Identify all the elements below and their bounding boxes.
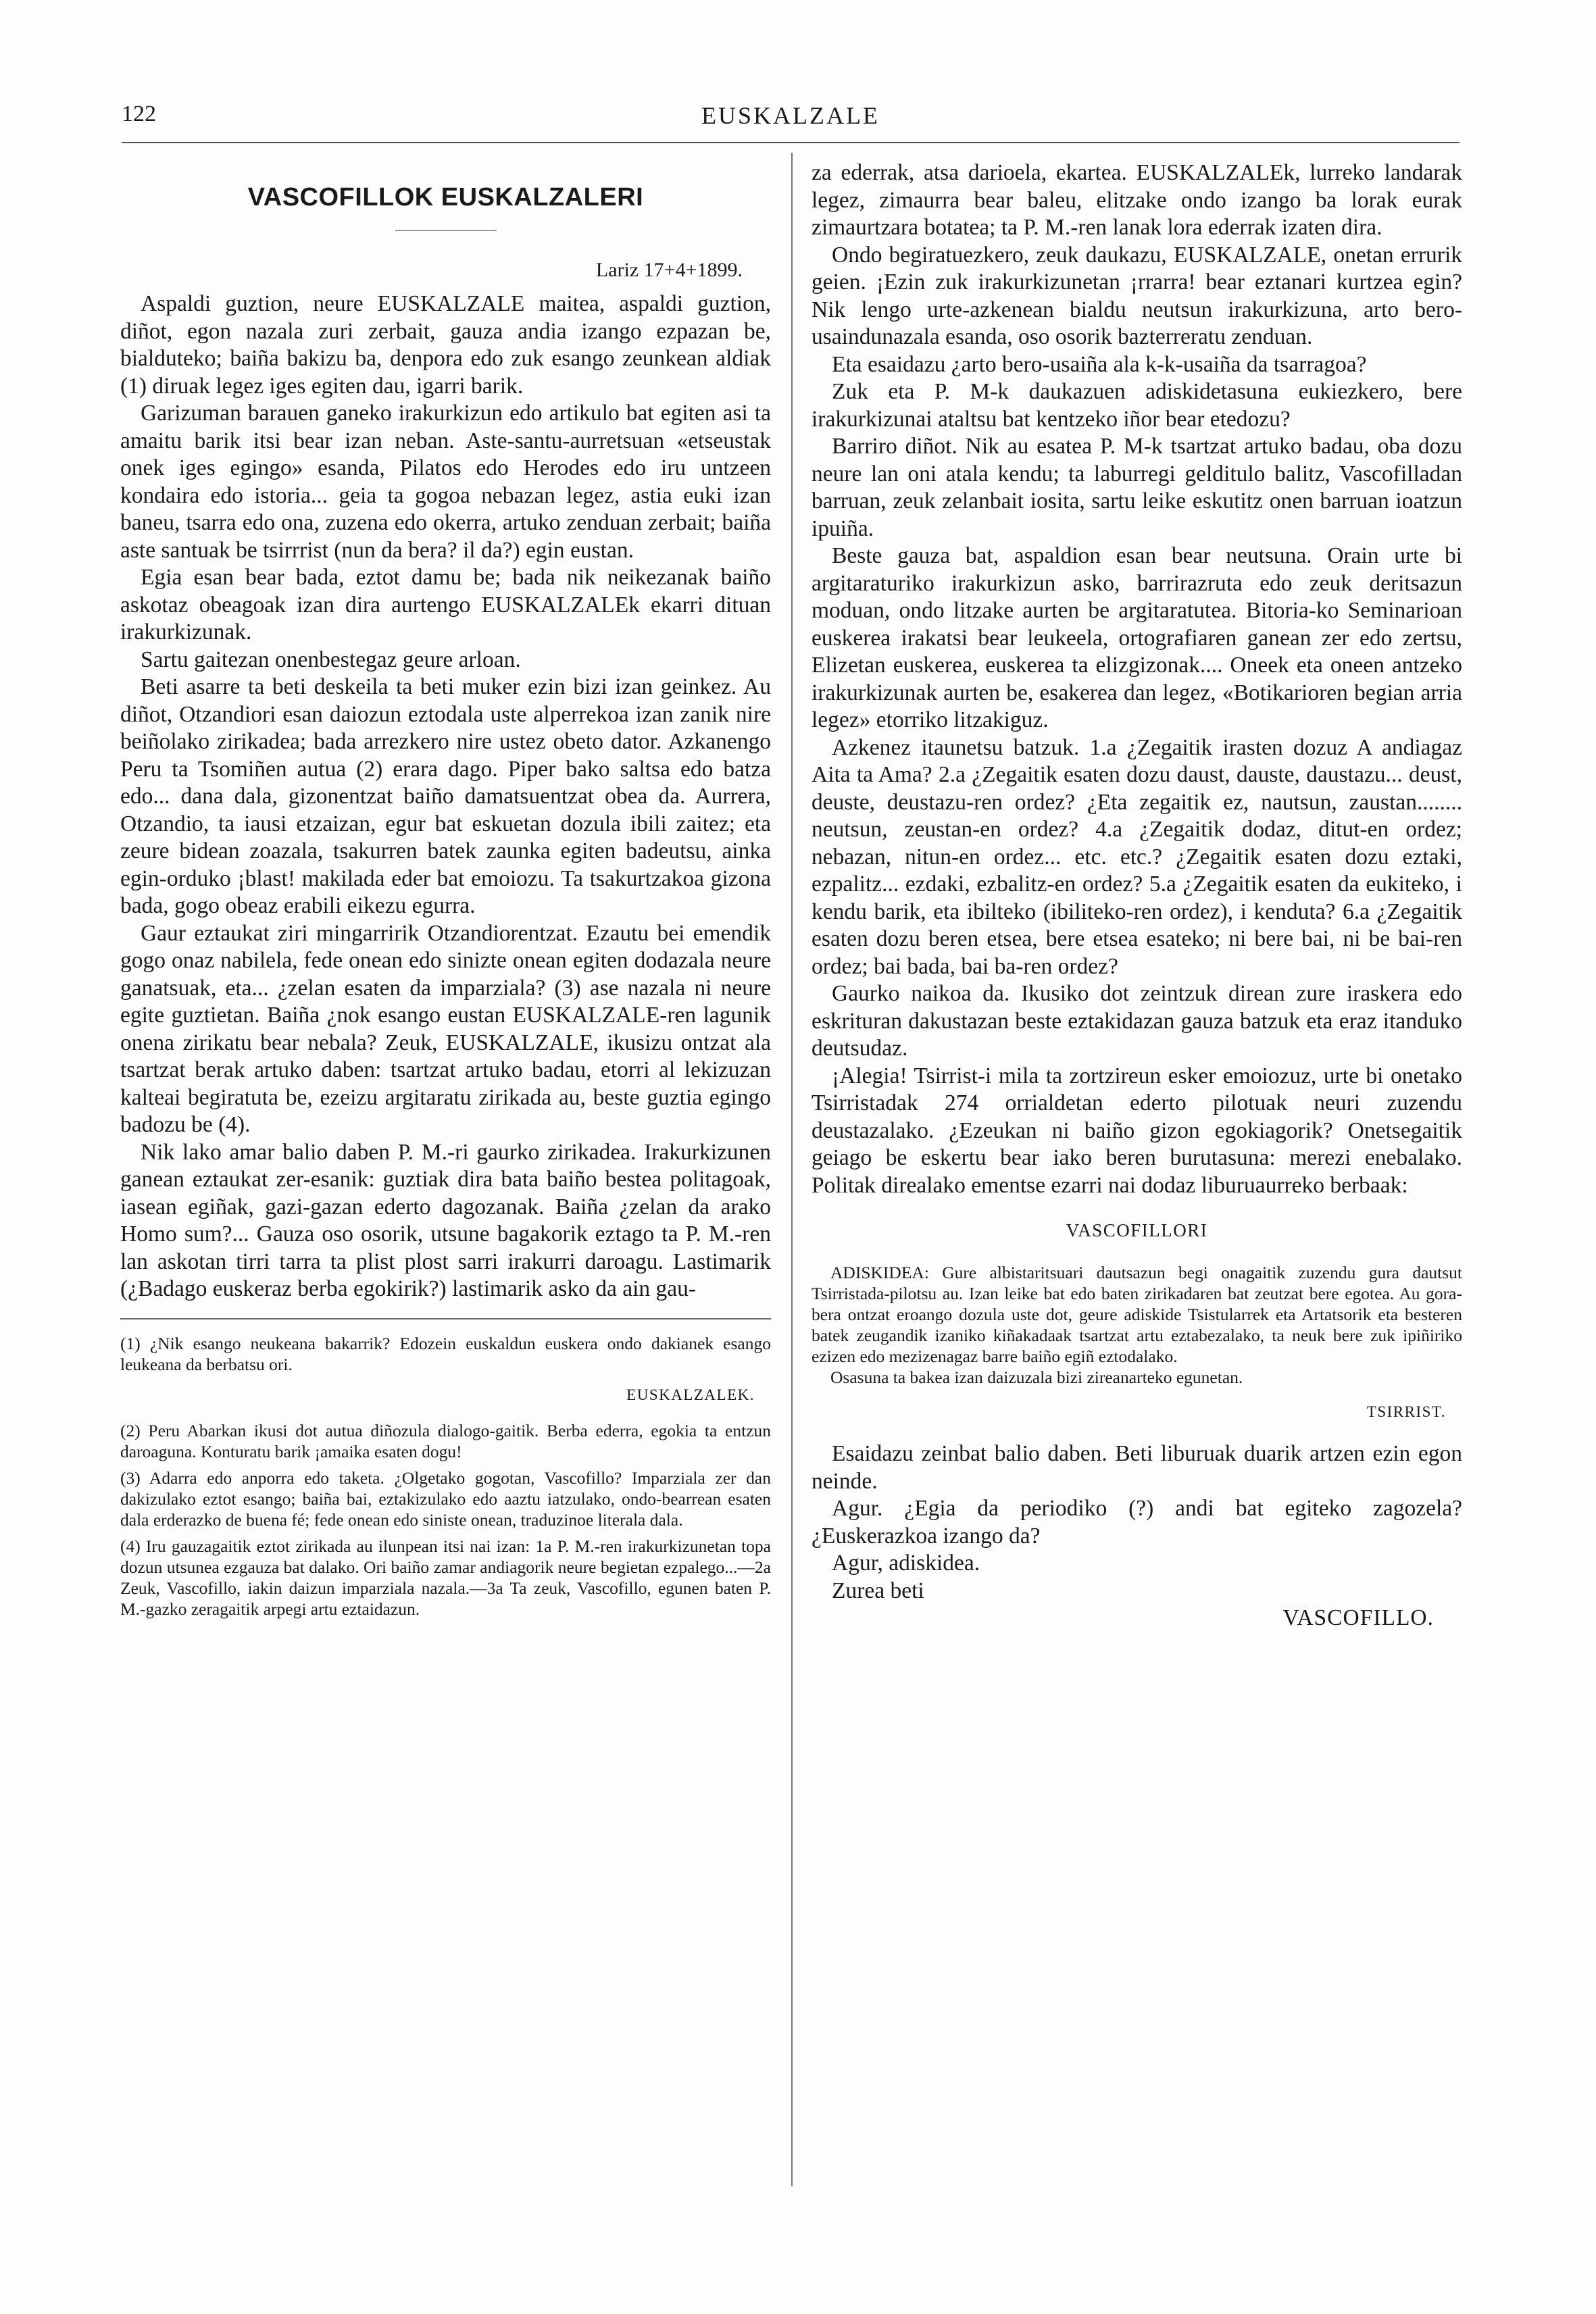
paragraph: Barriro diñot. Nik au esatea P. M-k tsartzat artuko badau, oba dozu neure lan oni atala kendu; ta laburregi gelditulo balitz, Vascofilladan barruan, zeuk zelanbait iosita, sartu leike eskutitz onen barruan ioatzun ipuiña. (812, 434, 1462, 541)
paragraph: Nik lako amar balio daben P. M.-ri gaurko zirikadea. Irakurkizunen ganean eztaukat zer-esanik: guztiak dira bata baiño bestea politagoak, iasean egiñak, gazi-gazan ederto dagozanak. Baiña ¿zelan da arako Homo sum?... Gauza oso osorik, utsune bagakorik eztago ta P. M.-ren lan askotan tirri tarra ta plist plost sarri irakurri daroagu. Lastimarik (¿Badago euskeraz berba egokirik?) lastimarik asko da ain gau- (120, 1139, 771, 1301)
footnote: (1) ¿Nik esango neukeana bakarrik? Edozein euskaldun euskera ondo dakianek esango leukeana da berbatsu ori. (120, 1333, 771, 1374)
paragraph: za ederrak, atsa darioela, ekartea. EUSKALZALEk, lurreko landarak legez, zimaurra bear baleu, elitzake ondo izango ba lorak eurak zimaurtzara botatea; ta P. M.-ren lanak lora ederrak izaten dira. (812, 160, 1462, 240)
letter-paragraph: Osasuna ta bakea izan daizuzala bizi zireanarteko egunetan. (830, 1367, 1243, 1387)
closing-signature: VASCOFILLO. (1282, 1605, 1434, 1630)
paragraph: Beste gauza bat, aspaldion esan bear neutsuna. Orain urte bi argitaraturiko irakurkizun asko, barrirazruta edo zeuk deritsazun moduan, ondo litzake aurten be argitaratutea. Bitoria-ko Seminarioan euskerea irakatsi bear leukeela, ortografiaren ganean zer edo zertsu, Elizetan euskerea, euskerea ta elizgizonak.... Oneek eta oneen antzeko irakurkizunak aurten be, esakerea dan legez, «Botikarioren begian arria legez» etorriko litzakiguz. (812, 543, 1462, 732)
footnotes (120, 1318, 771, 1619)
article-title: VASCOFILLOK EUSKALZALERI (247, 183, 644, 211)
closing-paragraph: Zurea beti (832, 1578, 924, 1603)
page-header (122, 101, 1460, 142)
paragraph: ¡Alegia! Tsirrist-i mila ta zortzireun esker emoiozuz, urte bi onetako Tsirristadak 274 orrialdetan ederto pilotuak neuri zuzendu deustazalako. ¿Ezeukan ni baiño gizon egokiagorik? Onetsegaitik geiago be eskertu bear iako beren burutasuna: merezi enebalako. Politak direalako ementse ezarri nai dodaz liburuaurreko berbaak: (812, 1063, 1462, 1198)
footnote: (2) Peru Abarkan ikusi dot autua diñozula dialogo-gaitik. Berba ederra, egokia ta entzun daroaguna. Konturatu barik ¡amaika esaten dogu! (120, 1420, 771, 1461)
paragraph: Ondo begiratuezkero, zeuk daukazu, EUSKALZALE, onetan errurik geien. ¡Ezin zuk irakurkizunetan ¡rrarra! bear eztanari kurtzea egin? Nik lengo urte-azkenean bialdu neutsun irakurkizuna, arto bero-usaindunazala esanda, oso osorik bazterreratu zenduan. (812, 242, 1462, 349)
dateline: Lariz 17+4+1899. (595, 258, 743, 281)
header-rule (122, 142, 1460, 143)
page-number: 122 (122, 101, 156, 126)
paragraph: Aspaldi guztion, neure EUSKALZALE maitea, aspaldi guztion, diñot, egon nazala zuri zerbait, gauza andia izango ezpazan be, bialduteko; baiña bakizu ba, denpora edo zuk esango zeunkean aldiak (1) diruak legez iges egiten dau, igarri barik. (120, 291, 771, 399)
column-rule (791, 153, 793, 2186)
right-column (812, 159, 1462, 1632)
closing-paragraph: Agur. ¿Egia da periodiko (?) andi bat egiteko zagozela? ¿Euskerazkoa izango da? (812, 1496, 1462, 1549)
paragraph: Garizuman barauen ganeko irakurkizun edo artikulo bat egiten asi ta amaitu barik itsi bear izan neban. Aste-santu-aurretsuan «etseustak onek iges egingo» esanda, Pilatos edo Herodes edo iru untzeen kondaira edo istoria... geia ta gogoa nebazan legez, astia euki izan baneu, tsarra edo ona, zuzena edo okerra, artuko zenduan zerbait; baiña aste santuak be tsirrrist (nun da bera? il da?) egin eustan. (120, 401, 771, 563)
closing-paragraph: Agur, adiskidea. (832, 1551, 980, 1576)
footnote-signature: EUSKALZALEK. (626, 1386, 755, 1403)
paragraph: Beti asarre ta beti deskeila ta beti muker ezin bizi izan geinkez. Au diñot, Otzandiori esan daiozun eztodala uste alperrekoa izan zanik nire beiñolako zirikadea; bada arrezkero nire ustez obeto dator. Azkanengo Peru ta Tsomiñen autua (2) erara dago. Piper bako saltsa edo batza edo... dana dala, gizonentzat baiño damatsuentzat obea da. Aurrera, Otzandio, ta iausi etzaizan, egur bat eskuetan dozula ibili zaitez; eta zeure bidean zoazala, tsakurren batek zaunka egiten badeutsu, ainka egin-orduko ¡blast! makilada eder bat emoiozu. Ta tsakurtzakoa gizona bada, gogo obeaz erabili eikezu egurra. (120, 674, 771, 918)
footnote: (4) Iru gauzagaitik eztot zirikada au ilunpean itsi nai izan: 1a P. M.-ren irakurkizunetan topa dozun utsunea ezgauza bat dalako. Ori baiño zamar andiagorik neure begietan ezpalego...—2a Zeuk, Vascofillo, iakin daizun imparziala nazala.—3a Ta zeuk, Vascofillo, egunen baten P. M.-gazko zeragaitik arpegi artu eztaidazun. (120, 1536, 771, 1619)
paragraph: Zuk eta P. M-k daukazuen adiskidetasuna eukiezkero, bere irakurkizunai ataltsu bat kentzeko iñor bear etedozu? (812, 379, 1462, 432)
footnote: (3) Adarra edo anporra edo taketa. ¿Olgetako gogotan, Vascofillo? Imparziala zer dan dakizulako eztot esango; baiña bai, eztakizulako edo aaztu iatzulako, ondo-bearrean esaten dala erderazko de buena fé; fede onean edo siniste onean, traduzinoe literala dala. (120, 1467, 771, 1530)
letter-signature: TSIRRIST. (1366, 1403, 1446, 1420)
paragraph: Eta esaidazu ¿arto bero-usaiña ala k-k-usaiña da tsarragoa? (832, 351, 1367, 377)
letter-paragraph: ADISKIDEA: Gure albistaritsuari dautsazun begi onagaitik zuzendu gura dautsut Tsirristada-pilotsu au. Izan leike bat edo baten zirikadaren bat zeutzat bere egotea. Au gora-bera ontzat eroango dozula uste dot, geure adiskide Tsistularrek eta Artatsorik eta besteren batek zeugandik izaniko kiñakadaak tsartzat artu eztabezalako, ta neuk bere zuk ipiñiriko ezizen edo mezizenagaz barre baiño egiñ eztodalako. (812, 1262, 1462, 1366)
running-head: EUSKALZALE (701, 102, 880, 129)
paragraph: Azkenez itaunetsu batzuk. 1.a ¿Zegaitik irasten dozuz A andiagaz Aita ta Ama? 2.a ¿Zegaitik esaten dozu daust, dauste, daustazu... deust, deuste, deustazu-ren ordez? ¿Eta zegaitik ez, nautsun, zaustan........ neutsun, zeustan-en ordez? 4.a ¿Zegaitik dodaz, ditut-en ordez; nebazan, nitun-en ordez... etc. etc.? ¿Zegaitik esaten dozu eztaki, ezpalitz... ezdaki, ezbalitz-en ordez? 5.a ¿Zegaitik esaten da eukiteko, i kendu barik, eta ibilteko (ibiliteko-ren ordez), i kenduta? 6.a ¿Zegaitik esaten dozu beren etsea, bere etsea esateko; ni bere bai, ni be bai-ren ordez; bai bada, bai ba-ren ordez? (812, 734, 1462, 979)
paragraph: Gaur eztaukat ziri mingarririk Otzandiorentzat. Ezautu bei emendik gogo onaz nabilela, fede onean edo sinizte onean egiten dodazala neure ganatsuak, eta... ¿zelan esaten da imparziala? (3) ase nazala ni neure egite guztietan. Baiña ¿nok esango eustan EUSKALZALE-ren lagunik onena zirikatu bear nebala? Zeuk, EUSKALZALE, ikusizu ontzat ala tsartzat berak artuko daben: tsartzat artuko badau, etorri al lekizuzan kalteai begiratuta be, ezeizu argitaratu zirikada au, beste guztia egingo badozu be (4). (120, 920, 771, 1137)
paragraph: Sartu gaitezan onenbestegaz geure arloan. (141, 647, 521, 672)
title-rule (395, 230, 497, 231)
closing-paragraph: Esaidazu zeinbat balio daben. Beti liburuak duarik artzen ezin egon neinde. (812, 1441, 1462, 1494)
section-title: VASCOFILLORI (1066, 1220, 1208, 1240)
paragraph: Gaurko naikoa da. Ikusiko dot zeintzuk direan zure iraskera edo eskrituran dakustazan beste eztakidazan gauza batzuk eta eraz itanduko deutsudaz. (812, 981, 1462, 1061)
left-column (120, 159, 771, 1625)
paragraph: Egia esan bear bada, eztot damu be; bada nik neikezanak baiño askotaz obeagoak izan dira aurtengo EUSKALZALEk ekarri dituan irakurkizunak. (120, 565, 771, 645)
